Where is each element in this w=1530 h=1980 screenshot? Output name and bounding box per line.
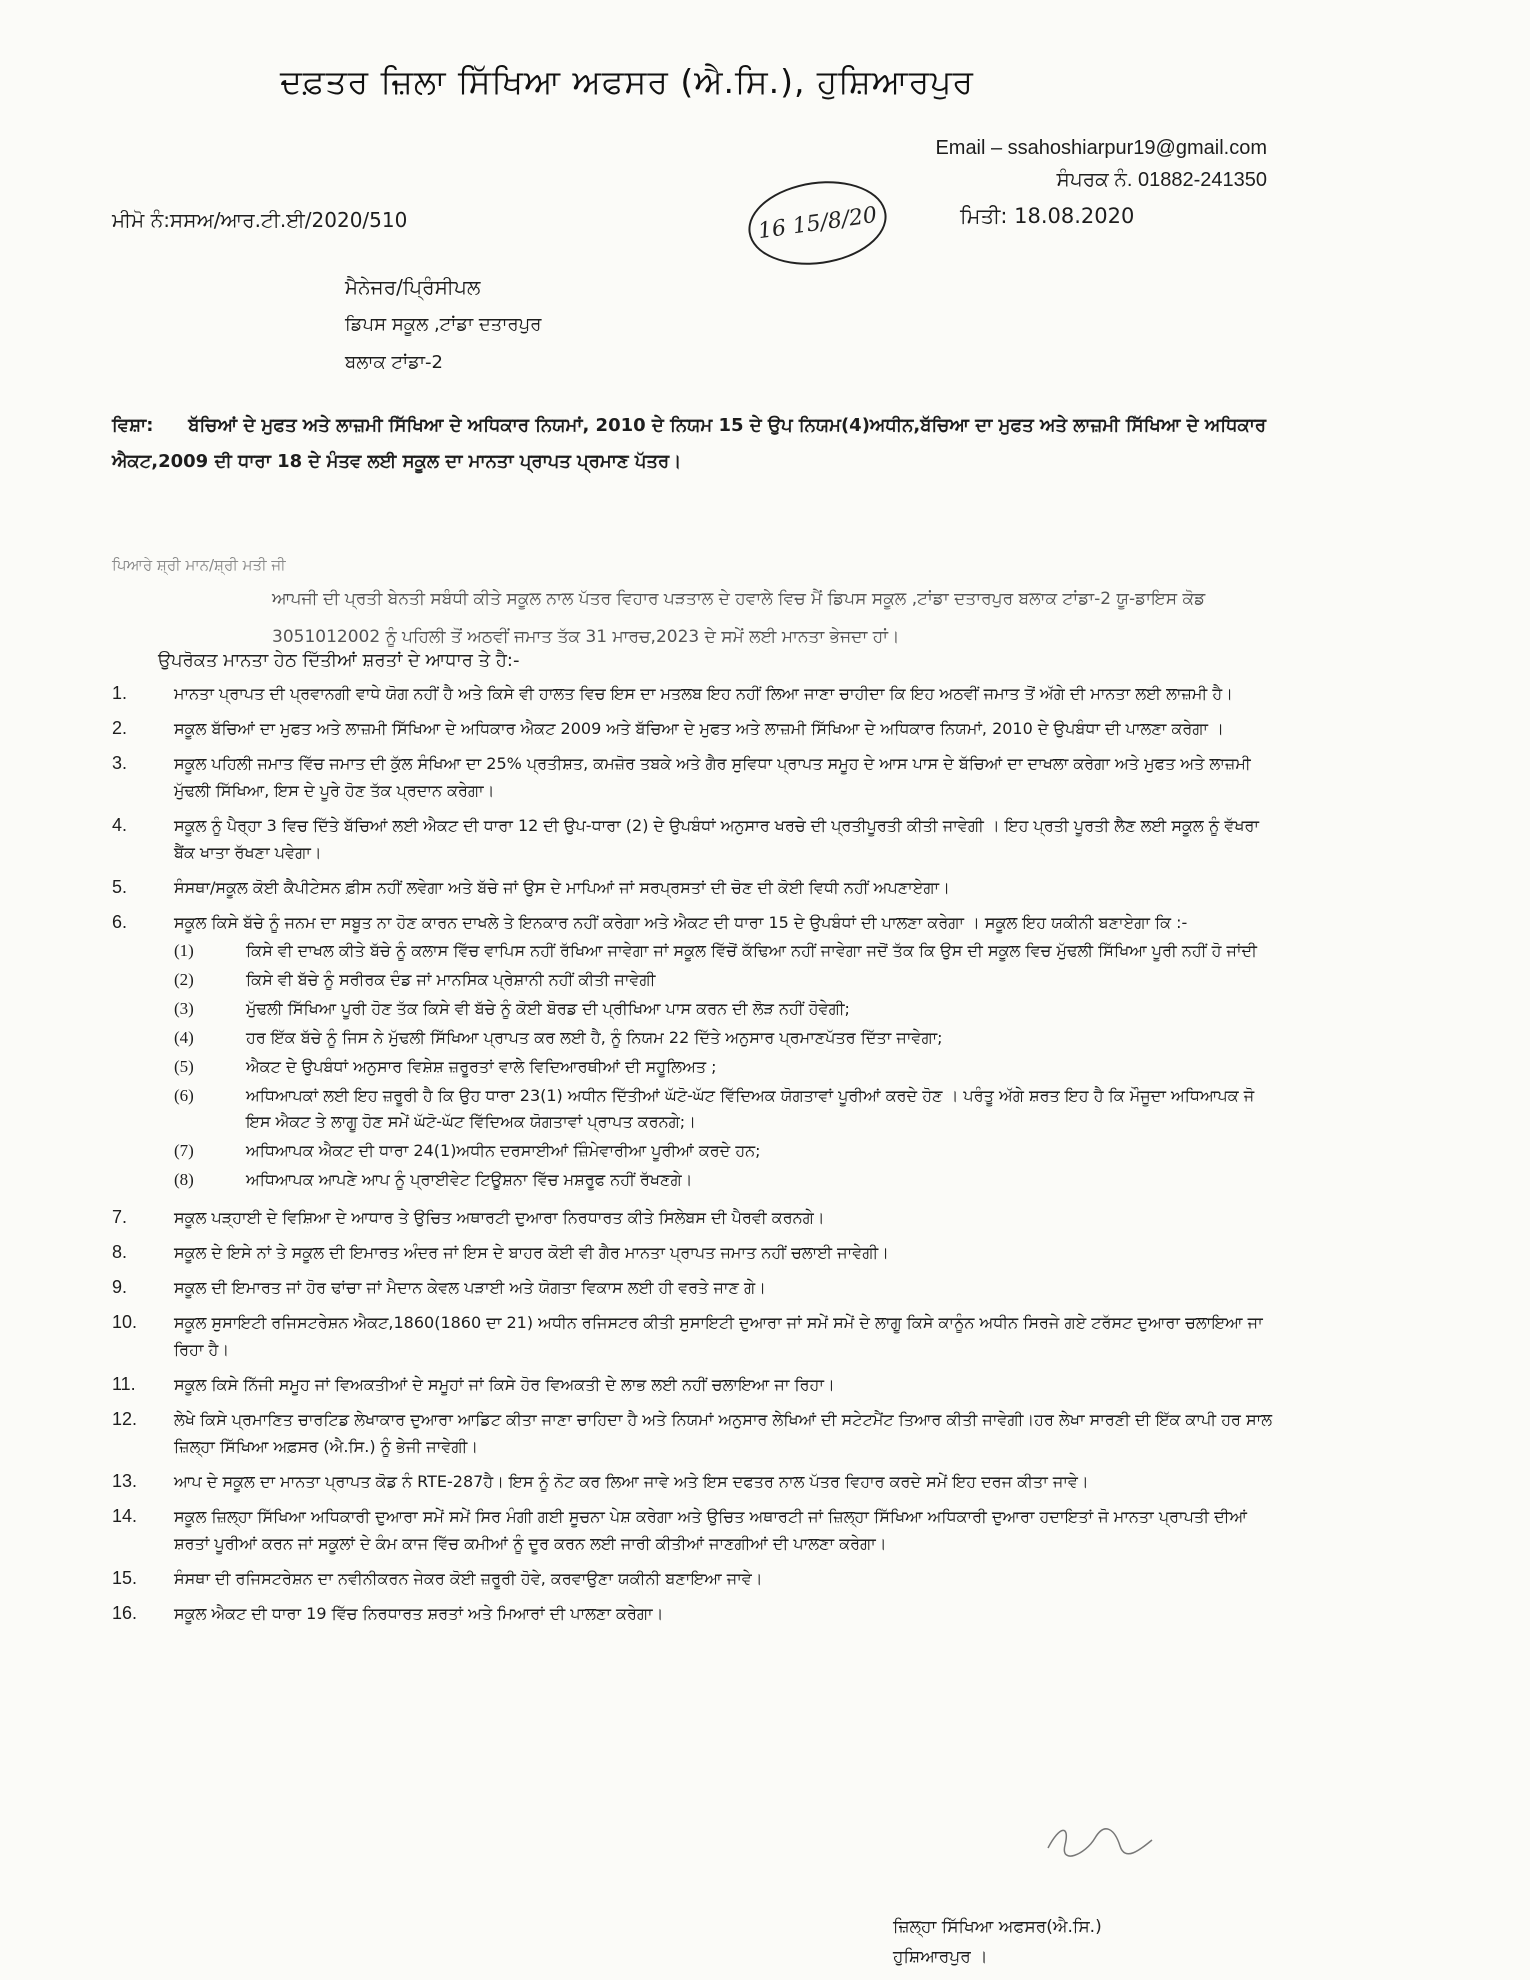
condition-number: 4. bbox=[112, 815, 128, 835]
signature-block bbox=[893, 1912, 1102, 1972]
subject-text: ਬੱਚਿਆਂ ਦੇ ਮੁਫਤ ਅਤੇ ਲਾਜ਼ਮੀ ਸਿੱਖਿਆ ਦੇ ਅਧਿਕਾਰ ਨਿਯਮਾਂ, 2010 ਦੇ ਨਿਯਮ 15 ਦੇ ਉਪ ਨਿਯਮ(4)ਅਧੀਨ,ਬੱਚਿਆ ਦਾ ਮੁਫਤ ਅਤੇ ਲਾਜ਼ਮੀ ਸਿੱਖਿਆ ਦੇ ਅਧਿਕਾਰ ਐਕਟ,2009 ਦੀ ਧਾਰਾ 18 ਦੇ ਮੰਤਵ ਲਈ ਸਕੂਲ ਦਾ ਮਾਨਤਾ ਪ੍ਰਾਪਤ ਪ੍ਰਮਾਣ ਪੱਤਰ। bbox=[112, 415, 1267, 472]
subject-block bbox=[112, 408, 1282, 480]
condition-body bbox=[174, 1406, 1282, 1460]
condition-item bbox=[112, 1468, 1282, 1495]
conditions-heading: ਉਪਰੋਕਤ ਮਾਨਤਾ ਹੇਠ ਦਿੱਤੀਆਂ ਸ਼ਰਤਾਂ ਦੇ ਆਧਾਰ ਤੇ ਹੈ:- bbox=[158, 650, 520, 671]
condition-body bbox=[174, 1309, 1282, 1363]
intro-paragraph: ਆਪਜੀ ਦੀ ਪ੍ਰਤੀ ਬੇਨਤੀ ਸਬੰਧੀ ਕੀਤੇ ਸਕੂਲ ਨਾਲ ਪੱਤਰ ਵਿਹਾਰ ਪੜਤਾਲ ਦੇ ਹਵਾਲੇ ਵਿਚ ਮੈਂ ਡਿਪਸ ਸਕੂਲ ,ਟਾਂਡਾ ਦਤਾਰਪੁਰ ਬਲਾਕ ਟਾਂਡਾ-2 ਯੂ-ਡਾਇਸ ਕੋਡ 3051012002 ਨੂੰ ਪਹਿਲੀ ਤੋਂ ਅਠਵੀਂ ਜਮਾਤ ਤੱਕ 31 ਮਾਰਚ,2023 ਦੇ ਸਮੇਂ ਲਈ ਮਾਨਤਾ ਭੇਜਦਾ ਹਾਂ। bbox=[272, 589, 1206, 647]
condition-text: ਸਕੂਲ ਕਿਸੇ ਨਿੱਜੀ ਸਮੂਹ ਜਾਂ ਵਿਅਕਤੀਆਂ ਦੇ ਸਮੂਹਾਂ ਜਾਂ ਕਿਸੇ ਹੋਰ ਵਿਅਕਤੀ ਦੇ ਲਾਭ ਲਈ ਨਹੀਂ ਚਲਾਇਆ ਜਾ ਰਿਹਾ। bbox=[174, 1375, 835, 1394]
condition-body bbox=[174, 1565, 1282, 1592]
condition-number: 11. bbox=[112, 1374, 136, 1394]
condition-text: ਸਕੂਲ ਦੀ ਇਮਾਰਤ ਜਾਂ ਹੋਰ ਢਾਂਚਾ ਜਾਂ ਮੈਦਾਨ ਕੇਵਲ ਪੜਾਈ ਅਤੇ ਯੋਗਤਾ ਵਿਕਾਸ ਲਈ ਹੀ ਵਰਤੇ ਜਾਣ ਗੇ। bbox=[174, 1278, 766, 1297]
condition-body bbox=[174, 812, 1282, 866]
condition-number: 5. bbox=[112, 877, 128, 897]
condition-number: 6. bbox=[112, 912, 128, 932]
condition-text: ਸੰਸਥਾ/ਸਕੂਲ ਕੋਈ ਕੈਪੀਟੇਸਨ ਫ਼ੀਸ ਨਹੀਂ ਲਵੇਗਾ ਅਤੇ ਬੱਚੇ ਜਾਂ ਉਸ ਦੇ ਮਾਪਿਆਂ ਜਾਂ ਸਰਪ੍ਰਸਤਾਂ ਦੀ ਚੋਣ ਦੀ ਕੋਈ ਵਿਧੀ ਨਹੀਂ ਅਪਣਾਏਗਾ। bbox=[174, 878, 950, 897]
sub-condition-text: ਅਧਿਆਪਕਾਂ ਲਈ ਇਹ ਜ਼ਰੂਰੀ ਹੈ ਕਿ ਉਹ ਧਾਰਾ 23(1) ਅਧੀਨ ਦਿੱਤੀਆਂ ਘੱਟੋ-ਘੱਟ ਵਿੱਦਿਅਕ ਯੋਗਤਾਵਾਂ ਪੂਰੀਆਂ ਕਰਦੇ ਹੋਣ । ਪਰੰਤੂ ਅੱਗੇ ਸ਼ਰਤ ਇਹ ਹੈ ਕਿ ਮੌਜੂਦਾ ਅਧਿਆਪਕ ਜੋ ਇਸ ਐਕਟ ਤੇ ਲਾਗੂ ਹੋਣ ਸਮੇਂ ਘੱਟੋ-ਘੱਟ ਵਿੱਦਿਅਕ ਯੋਗਤਾਵਾਂ ਪ੍ਰਾਪਤ ਕਰਨਗੇ;। bbox=[246, 1086, 1255, 1131]
condition-number: 10. bbox=[112, 1312, 138, 1332]
subject-label: ਵਿਸ਼ਾ: bbox=[112, 415, 154, 436]
salutation: ਪਿਆਰੇ ਸ਼੍ਰੀ ਮਾਨ/ਸ਼੍ਰੀ ਮਤੀ ਜੀ bbox=[112, 556, 286, 574]
condition-number: 13. bbox=[112, 1471, 138, 1491]
condition-item bbox=[112, 1309, 1282, 1363]
condition-item bbox=[112, 1406, 1282, 1460]
condition-number: 12. bbox=[112, 1409, 138, 1429]
sub-condition-item bbox=[174, 1083, 1282, 1135]
signature-scribble bbox=[1040, 1820, 1160, 1860]
condition-text: ਸਕੂਲ ਪਹਿਲੀ ਜਮਾਤ ਵਿੱਚ ਜਮਾਤ ਦੀ ਕੁੱਲ ਸੰਖਿਆ ਦਾ 25% ਪ੍ਰਤੀਸ਼ਤ, ਕਮਜ਼ੋਰ ਤਬਕੇ ਅਤੇ ਗੈਰ ਸੁਵਿਧਾ ਪ੍ਰਾਪਤ ਸਮੂਹ ਦੇ ਆਸ ਪਾਸ ਦੇ ਬੱਚਿਆਂ ਦਾ ਦਾਖਲਾ ਕਰੇਗਾ ਅਤੇ ਮੁਫਤ ਅਤੇ ਲਾਜ਼ਮੀ ਮੁੱਢਲੀ ਸਿੱਖਿਆ, ਇਸ ਦੇ ਪੂਰੇ ਹੋਣ ਤੱਕ ਪ੍ਰਦਾਨ ਕਰੇਗਾ। bbox=[174, 754, 1251, 800]
condition-body bbox=[174, 1371, 1282, 1398]
condition-item bbox=[112, 1503, 1282, 1557]
condition-text: ਸਕੂਲ ਸੁਸਾਇਟੀ ਰਜਿਸਟਰੇਸ਼ਨ ਐਕਟ,1860(1860 ਦਾ 21) ਅਧੀਨ ਰਜਿਸਟਰ ਕੀਤੀ ਸੁਸਾਇਟੀ ਦੁਆਰਾ ਜਾਂ ਸਮੇਂ ਸਮੇਂ ਦੇ ਲਾਗੂ ਕਿਸੇ ਕਾਨੂੰਨ ਅਧੀਨ ਸਿਰਜੇ ਗਏ ਟਰੱਸਟ ਦੁਆਰਾ ਚਲਾਇਆ ਜਾ ਰਿਹਾ ਹੈ। bbox=[174, 1313, 1263, 1359]
condition-text: ਸਕੂਲ ਕਿਸੇ ਬੱਚੇ ਨੂੰ ਜਨਮ ਦਾ ਸਬੂਤ ਨਾ ਹੋਣ ਕਾਰਨ ਦਾਖਲੇ ਤੇ ਇਨਕਾਰ ਨਹੀਂ ਕਰੇਗਾ ਅਤੇ ਐਕਟ ਦੀ ਧਾਰਾ 15 ਦੇ ਉਪਬੰਧਾਂ ਦੀ ਪਾਲਣਾ ਕਰੇਗਾ । ਸਕੂਲ ਇਹ ਯਕੀਨੀ ਬਣਾਏਗਾ ਕਿ :- bbox=[174, 913, 1188, 932]
condition-number: 15. bbox=[112, 1568, 138, 1588]
sub-condition-number: (5) bbox=[174, 1057, 194, 1076]
sub-condition-item bbox=[174, 1025, 1282, 1051]
contact-block bbox=[935, 132, 1267, 196]
condition-number: 14. bbox=[112, 1506, 138, 1526]
condition-body bbox=[174, 909, 1282, 1196]
condition-text: ਸਕੂਲ ਨੂੰ ਪੈਰ੍ਹਾ 3 ਵਿਚ ਦਿੱਤੇ ਬੱਚਿਆਂ ਲਈ ਐਕਟ ਦੀ ਧਾਰਾ 12 ਦੀ ਉਪ-ਧਾਰਾ (2) ਦੇ ਉਪਬੰਧਾਂ ਅਨੁਸਾਰ ਖਰਚੇ ਦੀ ਪ੍ਰਤੀਪੂਰਤੀ ਕੀਤੀ ਜਾਵੇਗੀ । ਇਹ ਪ੍ਰਤੀ ਪੂਰਤੀ ਲੈਣ ਲਈ ਸਕੂਲ ਨੂੰ ਵੱਖਰਾ ਬੈਂਕ ਖਾਤਾ ਰੱਖਣਾ ਪਵੇਗਾ। bbox=[174, 816, 1259, 862]
sub-condition-text: ਮੁੱਢਲੀ ਸਿੱਖਿਆ ਪੂਰੀ ਹੋਣ ਤੱਕ ਕਿਸੇ ਵੀ ਬੱਚੇ ਨੂੰ ਕੋਈ ਬੋਰਡ ਦੀ ਪ੍ਰੀਖਿਆ ਪਾਸ ਕਰਨ ਦੀ ਲੋੜ ਨਹੀਂ ਹੋਵੇਗੀ; bbox=[246, 999, 850, 1018]
memo-number: ਮੀਮੋ ਨੰ:ਸਸਅ/ਆਰ.ਟੀ.ਈ/2020/510 bbox=[112, 208, 408, 232]
condition-body bbox=[174, 715, 1282, 742]
received-stamp: 16 15/8/20 bbox=[743, 173, 892, 274]
sub-condition-item bbox=[174, 996, 1282, 1022]
condition-body bbox=[174, 1274, 1282, 1301]
sub-condition-text: ਐਕਟ ਦੇ ਉਪਬੰਧਾਂ ਅਨੁਸਾਰ ਵਿਸ਼ੇਸ਼ ਜ਼ਰੂਰਤਾਂ ਵਾਲੇ ਵਿਦਿਆਰਥੀਆਂ ਦੀ ਸਹੂਲਿਅਤ ; bbox=[246, 1057, 717, 1076]
condition-number: 7. bbox=[112, 1207, 128, 1227]
email-text: Email – ssahoshiarpur19@gmail.com bbox=[935, 137, 1267, 159]
sub-condition-number: (4) bbox=[174, 1028, 194, 1047]
condition-item bbox=[112, 1565, 1282, 1592]
sub-condition-text: ਹਰ ਇੱਕ ਬੱਚੇ ਨੂੰ ਜਿਸ ਨੇ ਮੁੱਢਲੀ ਸਿੱਖਿਆ ਪ੍ਰਾਪਤ ਕਰ ਲਈ ਹੈ, ਨੂੰ ਨਿਯਮ 22 ਦਿੱਤੇ ਅਨੁਸਾਰ ਪ੍ਰਮਾਣਪੱਤਰ ਦਿੱਤਾ ਜਾਵੇਗਾ; bbox=[246, 1028, 943, 1047]
sub-condition-item bbox=[174, 967, 1282, 993]
condition-item bbox=[112, 715, 1282, 742]
condition-number: 9. bbox=[112, 1277, 128, 1297]
condition-item bbox=[112, 1371, 1282, 1398]
recipient-line-1: ਮੈਨੇਜਰ/ਪ੍ਰਿੰਸੀਪਲ bbox=[345, 275, 481, 299]
condition-body bbox=[174, 680, 1282, 707]
sub-condition-text: ਅਧਿਆਪਕ ਐਕਟ ਦੀ ਧਾਰਾ 24(1)ਅਧੀਨ ਦਰਸਾਈਆਂ ਜ਼ਿੰਮੇਵਾਰੀਆ ਪੂਰੀਆਂ ਕਰਦੇ ਹਨ; bbox=[246, 1141, 761, 1160]
sub-condition-text: ਕਿਸੇ ਵੀ ਦਾਖਲ ਕੀਤੇ ਬੱਚੇ ਨੂੰ ਕਲਾਸ ਵਿੱਚ ਵਾਪਿਸ ਨਹੀਂ ਰੱਖਿਆ ਜਾਵੇਗਾ ਜਾਂ ਸਕੂਲ ਵਿੱਚੋਂ ਕੱਢਿਆ ਨਹੀਂ ਜਾਵੇਗਾ ਜਦੋਂ ਤੱਕ ਕਿ ਉਸ ਦੀ ਸਕੂਲ ਵਿਚ ਮੁੱਢਲੀ ਸਿੱਖਿਆ ਪੂਰੀ ਨਹੀਂ ਹੋ ਜਾਂਦੀ bbox=[246, 941, 1257, 960]
condition-body bbox=[174, 1468, 1282, 1495]
sub-condition-number: (7) bbox=[174, 1141, 194, 1160]
condition-item bbox=[112, 874, 1282, 901]
sub-condition-text: ਕਿਸੇ ਵੀ ਬੱਚੇ ਨੂੰ ਸਰੀਰਕ ਦੰਡ ਜਾਂ ਮਾਨਸਿਕ ਪ੍ਰੇਸ਼ਾਨੀ ਨਹੀਂ ਕੀਤੀ ਜਾਵੇਗੀ bbox=[246, 970, 656, 989]
letter-date: ਮਿਤੀ: 18.08.2020 bbox=[960, 204, 1135, 228]
sub-condition-number: (8) bbox=[174, 1170, 194, 1189]
recipient-line-2: ਡਿਪਸ ਸਕੂਲ ,ਟਾਂਡਾ ਦਤਾਰਪੁਰ bbox=[345, 314, 542, 335]
sub-condition-item bbox=[174, 1167, 1282, 1193]
condition-body bbox=[174, 1503, 1282, 1557]
condition-text: ਲੇਖੇ ਕਿਸੇ ਪ੍ਰਮਾਣਿਤ ਚਾਰਟਿਡ ਲੇਖਾਕਾਰ ਦੁਆਰਾ ਆਡਿਟ ਕੀਤਾ ਜਾਣਾ ਚਾਹਿਦਾ ਹੈ ਅਤੇ ਨਿਯਮਾਂ ਅਨੁਸਾਰ ਲੇਖਿਆਂ ਦੀ ਸਟੇਟਮੈਂਟ ਤਿਆਰ ਕੀਤੀ ਜਾਵੇਗੀ।ਹਰ ਲੇਖਾ ਸਾਰਣੀ ਦੀ ਇੱਕ ਕਾਪੀ ਹਰ ਸਾਲ ਜ਼ਿਲ੍ਹਾ ਸਿੱਖਿਆ ਅਫ਼ਸਰ (ਐ.ਸਿ.) ਨੂੰ ਭੇਜੀ ਜਾਵੇਗੀ। bbox=[174, 1410, 1273, 1456]
condition-item bbox=[112, 909, 1282, 1196]
condition-item bbox=[112, 1204, 1282, 1231]
sub-condition-number: (6) bbox=[174, 1086, 194, 1105]
sub-condition-text: ਅਧਿਆਪਕ ਆਪਣੇ ਆਪ ਨੂੰ ਪ੍ਰਾਈਵੇਟ ਟਿਊਸ਼ਨਾ ਵਿੱਚ ਮਸ਼ਰੂਫ ਨਹੀਂ ਰੱਖਣਗੇ। bbox=[246, 1170, 693, 1189]
condition-body bbox=[174, 874, 1282, 901]
signatory-place: ਹੁਸ਼ਿਆਰਪੁਰ । bbox=[893, 1947, 988, 1967]
condition-text: ਸਕੂਲ ਪੜ੍ਹਾਈ ਦੇ ਵਿਸ਼ਿਆ ਦੇ ਆਧਾਰ ਤੇ ਉਚਿਤ ਅਥਾਰਟੀ ਦੁਆਰਾ ਨਿਰਧਾਰਤ ਕੀਤੇ ਸਿਲੇਬਸ ਦੀ ਪੈਰਵੀ ਕਰਨਗੇ। bbox=[174, 1208, 825, 1227]
condition-number: 8. bbox=[112, 1242, 128, 1262]
condition-body bbox=[174, 1204, 1282, 1231]
condition-number: 3. bbox=[112, 753, 128, 773]
sub-condition-number: (1) bbox=[174, 941, 194, 960]
condition-number: 1. bbox=[112, 683, 128, 703]
condition-item bbox=[112, 1274, 1282, 1301]
office-title: ਦਫ਼ਤਰ ਜ਼ਿਲਾ ਸਿੱਖਿਆ ਅਫਸਰ (ਐ.ਸਿ.), ਹੁਸ਼ਿਆਰਪੁਰ bbox=[280, 62, 974, 101]
condition-item bbox=[112, 1600, 1282, 1627]
condition-text: ਸਕੂਲ ਐਕਟ ਦੀ ਧਾਰਾ 19 ਵਿੱਚ ਨਿਰਧਾਰਤ ਸ਼ਰਤਾਂ ਅਤੇ ਮਿਆਰਾਂ ਦੀ ਪਾਲਣਾ ਕਰੇਗਾ। bbox=[174, 1604, 664, 1623]
sub-condition-number: (3) bbox=[174, 999, 194, 1018]
condition-body bbox=[174, 750, 1282, 804]
sub-conditions-list bbox=[174, 938, 1282, 1193]
condition-text: ਮਾਨਤਾ ਪ੍ਰਾਪਤ ਦੀ ਪ੍ਰਵਾਨਗੀ ਵਾਧੇ ਯੋਗ ਨਹੀਂ ਹੈ ਅਤੇ ਕਿਸੇ ਵੀ ਹਾਲਤ ਵਿਚ ਇਸ ਦਾ ਮਤਲਬ ਇਹ ਨਹੀਂ ਲਿਆ ਜਾਣਾ ਚਾਹੀਦਾ ਕਿ ਇਹ ਅਠਵੀਂ ਜਮਾਤ ਤੋਂ ਅੱਗੇ ਦੀ ਮਾਨਤਾ ਲਈ ਲਾਜ਼ਮੀ ਹੈ। bbox=[174, 684, 1233, 703]
condition-text: ਸਕੂਲ ਬੱਚਿਆਂ ਦਾ ਮੁਫਤ ਅਤੇ ਲਾਜ਼ਮੀ ਸਿੱਖਿਆ ਦੇ ਅਧਿਕਾਰ ਐਕਟ 2009 ਅਤੇ ਬੱਚਿਆ ਦੇ ਮੁਫਤ ਅਤੇ ਲਾਜ਼ਮੀ ਸਿੱਖਿਆ ਦੇ ਅਧਿਕਾਰ ਨਿਯਮਾਂ, 2010 ਦੇ ਉਪਬੰਧਾ ਦੀ ਪਾਲਣਾ ਕਰੇਗਾ । bbox=[174, 719, 1224, 738]
condition-item bbox=[112, 680, 1282, 707]
condition-number: 2. bbox=[112, 718, 128, 738]
recipient-line-3: ਬਲਾਕ ਟਾਂਡਾ-2 bbox=[345, 352, 443, 373]
condition-item bbox=[112, 1239, 1282, 1266]
recipient-address bbox=[345, 268, 541, 382]
sub-condition-number: (2) bbox=[174, 970, 194, 989]
condition-text: ਸੰਸਥਾ ਦੀ ਰਜਿਸਟਰੇਸ਼ਨ ਦਾ ਨਵੀਨੀਕਰਨ ਜੇਕਰ ਕੋਈ ਜ਼ਰੂਰੀ ਹੋਵੇ, ਕਰਵਾਉਣਾ ਯਕੀਨੀ ਬਣਾਇਆ ਜਾਵੇ। bbox=[174, 1569, 763, 1588]
condition-item bbox=[112, 750, 1282, 804]
conditions-list bbox=[112, 680, 1282, 1635]
sub-condition-item bbox=[174, 1054, 1282, 1080]
sub-condition-item bbox=[174, 1138, 1282, 1164]
condition-text: ਸਕੂਲ ਦੇ ਇਸੇ ਨਾਂ ਤੇ ਸਕੂਲ ਦੀ ਇਮਾਰਤ ਅੰਦਰ ਜਾਂ ਇਸ ਦੇ ਬਾਹਰ ਕੋਈ ਵੀ ਗੈਰ ਮਾਨਤਾ ਪ੍ਰਾਪਤ ਜਮਾਤ ਨਹੀਂ ਚਲਾਈ ਜਾਵੇਗੀ। bbox=[174, 1243, 889, 1262]
condition-text: ਸਕੂਲ ਜ਼ਿਲ੍ਹਾ ਸਿੱਖਿਆ ਅਧਿਕਾਰੀ ਦੁਆਰਾ ਸਮੇਂ ਸਮੇਂ ਸਿਰ ਮੰਗੀ ਗਈ ਸੂਚਨਾ ਪੇਸ਼ ਕਰੇਗਾ ਅਤੇ ਉਚਿਤ ਅਥਾਰਟੀ ਜਾਂ ਜ਼ਿਲ੍ਹਾ ਸਿੱਖਿਆ ਅਧਿਕਾਰੀ ਦੁਆਰਾ ਹਦਾਇਤਾਂ ਜੋ ਮਾਨਤਾ ਪ੍ਰਾਪਤੀ ਦੀਆਂ ਸ਼ਰਤਾਂ ਪੂਰੀਆਂ ਕਰਨ ਜਾਂ ਸਕੂਲਾਂ ਦੇ ਕੰਮ ਕਾਜ ਵਿੱਚ ਕਮੀਆਂ ਨੂੰ ਦੂਰ ਕਰਨ ਲਈ ਜਾਰੀ ਕੀਤੀਆਂ ਜਾਣਗੀਆਂ ਦੀ ਪਾਲਣਾ ਕਰੇਗਾ। bbox=[174, 1507, 1247, 1553]
condition-item bbox=[112, 812, 1282, 866]
condition-body bbox=[174, 1600, 1282, 1627]
signatory-designation: ਜ਼ਿਲ੍ਹਾ ਸਿੱਖਿਆ ਅਫਸਰ(ਐ.ਸਿ.) bbox=[893, 1917, 1102, 1937]
condition-body bbox=[174, 1239, 1282, 1266]
condition-number: 16. bbox=[112, 1603, 138, 1623]
phone-text: ਸੰਪਰਕ ਨੰ. 01882-241350 bbox=[1056, 169, 1267, 191]
condition-text: ਆਪ ਦੇ ਸਕੂਲ ਦਾ ਮਾਨਤਾ ਪ੍ਰਾਪਤ ਕੋਡ ਨੰ RTE-287ਹੈ। ਇਸ ਨੂੰ ਨੋਟ ਕਰ ਲਿਆ ਜਾਵੇ ਅਤੇ ਇਸ ਦਫਤਰ ਨਾਲ ਪੱਤਰ ਵਿਹਾਰ ਕਰਦੇ ਸਮੇਂ ਇਹ ਦਰਜ ਕੀਤਾ ਜਾਵੇ। bbox=[174, 1472, 1089, 1491]
sub-condition-item bbox=[174, 938, 1282, 964]
